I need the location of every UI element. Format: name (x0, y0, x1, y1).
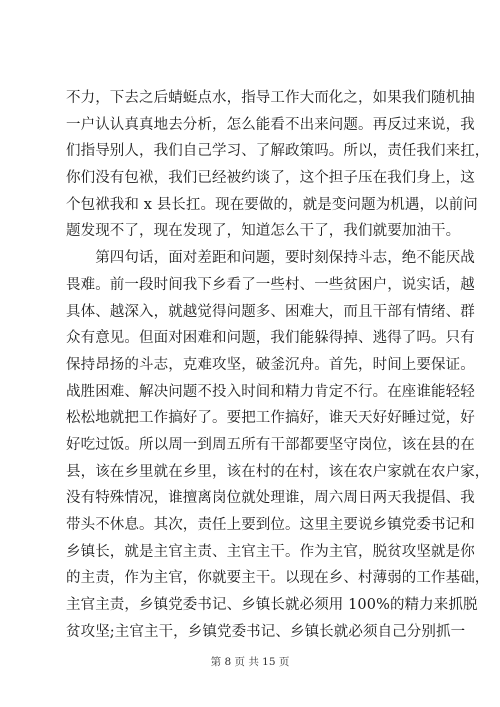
text-line: 没有特殊情况，谁擅离岗位就处理谁，周六周日两天我提倡、我 (66, 490, 475, 507)
text-line: 的主责，作为主官，你就要主干。以现在乡、村薄弱的工作基础， (66, 570, 490, 587)
text-line: 个包袱我和 x 县长扛。现在要做的，就是变问题为机遇，以前问 (66, 196, 478, 213)
text-line: 县，该在乡里就在乡里，该在村的在村，该在农户家就在农户家， (66, 463, 490, 480)
text-line: 众有意见。但面对困难和问题，我们能躲得掉、逃得了吗。只有 (66, 330, 475, 347)
text-line: 题发现不了，现在发现了，知道怎么干了，我们就要加油干。 (66, 223, 461, 240)
text-line: 主官主责，乡镇党委书记、乡镇长就必须用 100%的精力来抓脱 (66, 597, 478, 614)
text-line: 你们没有包袱，我们已经被约谈了，这个担子压在我们身上，这 (66, 170, 475, 187)
text-line: 保持昂扬的斗志，克难攻坚，破釜沉舟。首先，时间上要保证。 (66, 356, 475, 373)
text-line: 们指导别人，我们自己学习、了解政策吗。所以，责任我们来扛， (66, 143, 490, 160)
text-line: 带头不休息。其次，责任上要到位。这里主要说乡镇党委书记和 (66, 517, 475, 533)
text-line: 一户认认真真地去分析，怎么能看不出来问题。再反过来说，我 (66, 116, 475, 133)
text-line: 具体、越深入，就越觉得问题多、困难大，而且干部有情绪、群 (66, 303, 475, 320)
text-line: 好吃过饭。所以周一到周五所有干部都要坚守岗位，该在县的在 (66, 436, 475, 453)
text-line: 松松地就把工作搞好了。要把工作搞好，谁天天好好睡过觉，好 (66, 410, 475, 427)
page-number-footer: 第 8 页 共 15 页 (210, 656, 290, 668)
text-line: 畏难。前一段时间我下乡看了一些村、一些贫困户，说实话，越 (66, 276, 475, 293)
text-line: 贫攻坚;主官主干，乡镇党委书记、乡镇长就必须自己分别抓一 (66, 623, 466, 640)
text-line: 乡镇长，就是主官主责、主官主干。作为主官，脱贫攻坚就是你 (66, 543, 475, 560)
text-line: 第四句话，面对差距和问题，要时刻保持斗志，绝不能厌战 (66, 250, 475, 267)
text-line: 不力，下去之后蜻蜓点水，指导工作大而化之，如果我们随机抽 (66, 90, 475, 106)
text-line: 战胜困难、解决问题不投入时间和精力肯定不行。在座谁能轻轻 (66, 383, 475, 400)
body-text (66, 85, 490, 645)
